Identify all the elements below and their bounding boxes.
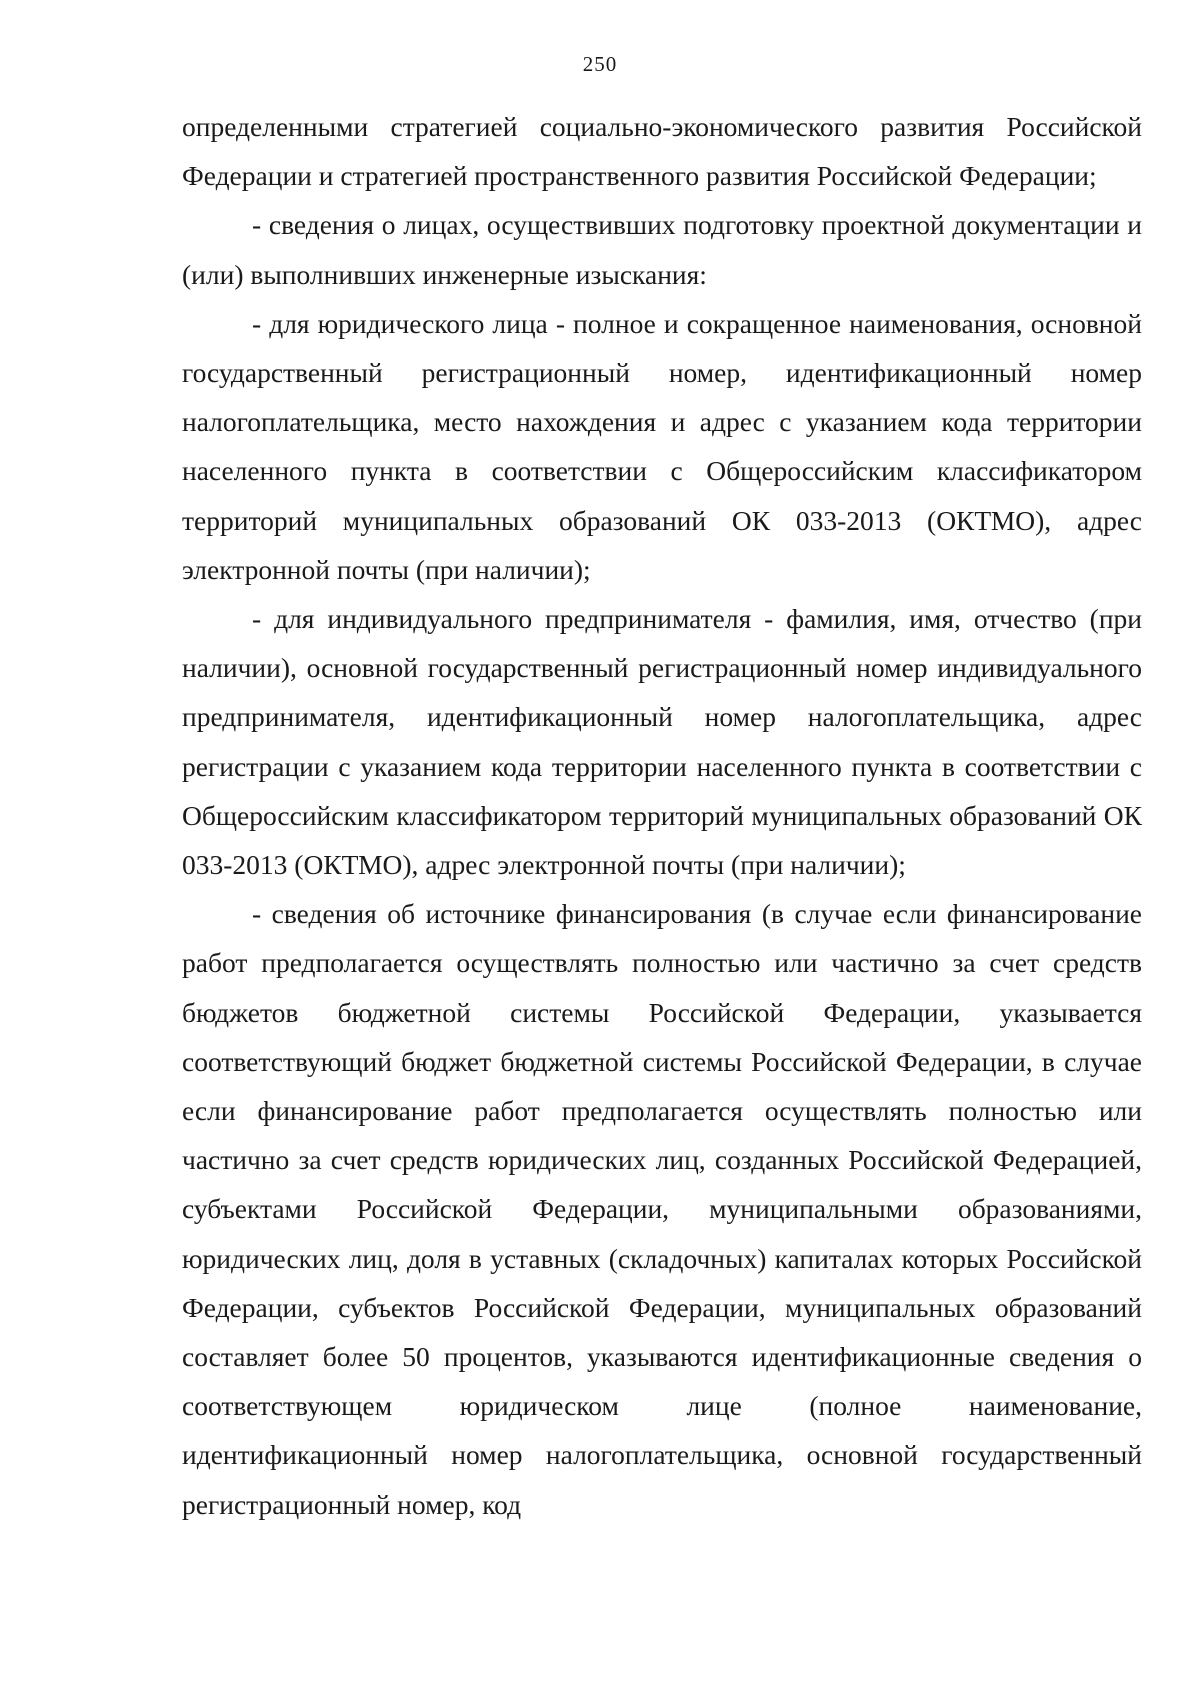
- paragraph-legal-entity: - для юридического лица - полное и сокращенное наименования, основной государственный регистрационный номер, идентификационный номер налогоплательщика, место нахождения и адрес с указанием кода территории населенного пункта в соответствии с Общероссийским классификатором территорий муниципальных образований ОК 033-2013 (ОКТМО), адрес электронной почты (при наличии);: [182, 307, 1142, 585]
- paragraph-strategy-continuation: определенными стратегией социально-экономического развития Российской Федерации и стратегией пространственного развития Российской Федерации;: [182, 111, 1142, 192]
- page-number: 250: [582, 52, 618, 76]
- paragraph-designers-info: - сведения о лицах, осуществивших подготовку проектной документации и (или) выполнивших инженерные изыскания:: [182, 209, 1142, 290]
- paragraph-individual-entrepreneur: - для индивидуального предпринимателя - фамилия, имя, отчество (при наличии), основной государственный регистрационный номер индивидуального предпринимателя, идентификационный номер налогоплательщика, адрес регистрации с указанием кода территории населенного пункта в соответствии с Общероссийским классификатором территорий муниципальных образований ОК 033-2013 (ОКТМО), адрес электронной почты (при наличии);: [182, 603, 1142, 881]
- document-body: [182, 102, 1142, 1529]
- paragraph-financing-source: - сведения об источнике финансирования (в случае если финансирование работ предполагается осуществлять полностью или частично за счет средств бюджетов бюджетной системы Российской Федерации, указывается соответствующий бюджет бюджетной системы Российской Федерации, в случае если финансирование работ предполагается осуществлять полностью или частично за счет средств юридических лиц, созданных Российской Федерацией, субъектами Российской Федерации, муниципальными образованиями, юридических лиц, доля в уставных (складочных) капиталах которых Российской Федерации, субъектов Российской Федерации, муниципальных образований составляет более 50 процентов, указываются идентификационные сведения о соответствующем юридическом лице (полное наименование, идентификационный номер налогоплательщика, основной государственный регистрационный номер, код: [182, 898, 1142, 1520]
